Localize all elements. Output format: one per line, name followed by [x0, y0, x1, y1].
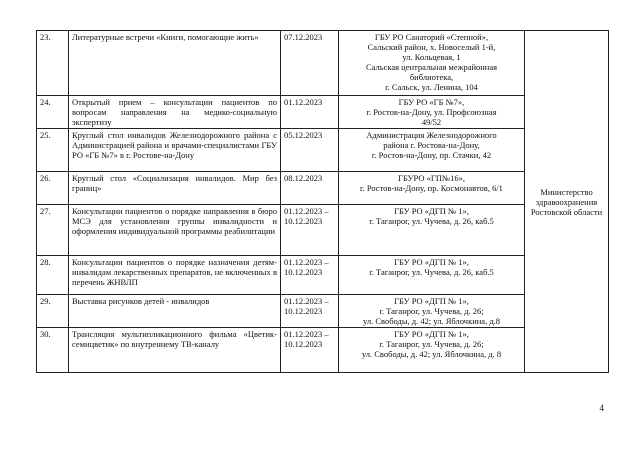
text-line: 10.12.2023 — [284, 267, 323, 277]
text-line: 07.12.2023 — [284, 32, 323, 42]
text-line: г. Таганрог, ул. Чучева, д. 26, каб.5 — [369, 216, 494, 226]
row-number: 25. — [37, 129, 69, 172]
text-line: г. Сальск, ул. Ленина, 104 — [385, 82, 478, 92]
event-date — [281, 205, 339, 256]
row-number: 24. — [37, 96, 69, 129]
text-line: района г. Ростова-на-Дону, — [383, 140, 480, 150]
text-line: Администрация Железнодорожного — [366, 130, 497, 140]
event-place — [339, 172, 525, 205]
text-line: 10.12.2023 — [284, 339, 323, 349]
event-name: Выставка рисунков детей - инвалидов — [69, 295, 281, 328]
events-table — [36, 30, 609, 373]
text-line: ГБУ РО «ДГП № 1», — [394, 206, 469, 216]
text-line: г. Таганрог, ул. Чучева, д. 26; — [379, 306, 484, 316]
table-row — [37, 328, 609, 373]
text-line: 01.12.2023 – — [284, 329, 329, 339]
text-line: г. Ростов-на-Дону, ул. Профсоюзная — [366, 107, 497, 117]
event-date — [281, 172, 339, 205]
table-row — [37, 256, 609, 295]
row-number: 30. — [37, 328, 69, 373]
text-line: г. Таганрог, ул. Чучева, д. 26; — [379, 339, 484, 349]
table-row — [37, 129, 609, 172]
text-line: ул. Свободы, д. 42; ул. Яблочкина, д. 8 — [361, 349, 502, 359]
text-line: 49/52 — [421, 117, 442, 127]
text-line: 01.12.2023 – — [284, 257, 329, 267]
text-line: 10.12.2023 — [284, 216, 323, 226]
table-row — [37, 96, 609, 129]
event-name: Трансляция мультипликационного фильма «Цветик-семицветик» по внутреннему ТВ-каналу — [69, 328, 281, 373]
text-line: Сальская центральная межрайонная — [365, 62, 498, 72]
row-number: 27. — [37, 205, 69, 256]
organizer-cell — [525, 31, 609, 373]
text-line: ГБУ РО «ДГП № 1», — [394, 296, 469, 306]
table-row — [37, 31, 609, 96]
row-number: 28. — [37, 256, 69, 295]
event-name: Литературные встречи «Книги, помогающие жить» — [69, 31, 281, 96]
text-line: ГБУ РО Санаторий «Степной», — [374, 32, 489, 42]
row-number: 29. — [37, 295, 69, 328]
event-date — [281, 328, 339, 373]
text-line: ГБУ РО «ДГП № 1», — [394, 329, 469, 339]
text-line: ГБУ РО «ГБ №7», — [398, 97, 465, 107]
text-line: Министерство — [540, 186, 593, 197]
row-number: 26. — [37, 172, 69, 205]
text-line: ГБУ РО «ДГП № 1», — [394, 257, 469, 267]
text-line: 10.12.2023 — [284, 306, 323, 316]
event-date — [281, 96, 339, 129]
event-name: Консультации пациентов о порядке назначения детям-инвалидам лекарственных препаратов, не включенных в перечень ЖНВЛП — [69, 256, 281, 295]
event-date — [281, 31, 339, 96]
text-line: ул. Свободы, д. 42; ул. Яблочкина, д.8 — [362, 316, 501, 326]
text-line: г. Ростов-на-Дону, пр. Космонавтов, 6/1 — [360, 183, 503, 193]
event-place — [339, 129, 525, 172]
row-number: 23. — [37, 31, 69, 96]
text-line: г. Ростов-на-Дону, пр. Стачки, 42 — [371, 150, 492, 160]
table-row — [37, 295, 609, 328]
event-name: Круглый стол инвалидов Железнодорожного района с Администрацией района и врачами-специалистами ГБУ РО «ГБ №7» в г. Ростове-на-Дону — [69, 129, 281, 172]
event-name: Круглый стол «Социализация инвалидов. Мир без границ» — [69, 172, 281, 205]
event-name: Консультации пациентов о порядке направления в бюро МСЭ для установления группы инвалидности и оформления индивидуальной программы реабилитации — [69, 205, 281, 256]
event-place — [339, 295, 525, 328]
page-number: 4 — [599, 403, 604, 413]
text-line: 01.12.2023 – — [284, 206, 329, 216]
event-place — [339, 205, 525, 256]
event-place — [339, 256, 525, 295]
event-place — [339, 328, 525, 373]
event-place — [339, 96, 525, 129]
event-place — [339, 31, 525, 96]
event-date — [281, 256, 339, 295]
text-line: Ростовской области — [530, 206, 603, 217]
text-line: г. Таганрог, ул. Чучева, д. 26, каб.5 — [369, 267, 494, 277]
text-line: 01.12.2023 — [284, 97, 323, 107]
text-line: ул. Кольцевая, 1 — [402, 52, 461, 62]
text-line: 05.12.2023 — [284, 130, 323, 140]
event-date — [281, 129, 339, 172]
text-line: здравоохранения — [535, 196, 598, 207]
text-line: 08.12.2023 — [284, 173, 323, 183]
text-line: ГБУРО «ГП№16», — [398, 173, 465, 183]
text-line: Сальский район, х. Новоселый 1-й, — [367, 42, 496, 52]
event-date — [281, 295, 339, 328]
table-row — [37, 205, 609, 256]
table-row — [37, 172, 609, 205]
text-line: 01.12.2023 – — [284, 296, 329, 306]
text-line: библиотека, — [409, 72, 454, 82]
event-name: Открытый прием – консультации пациентов по вопросам направления на медико-социальную экспертизу — [69, 96, 281, 129]
